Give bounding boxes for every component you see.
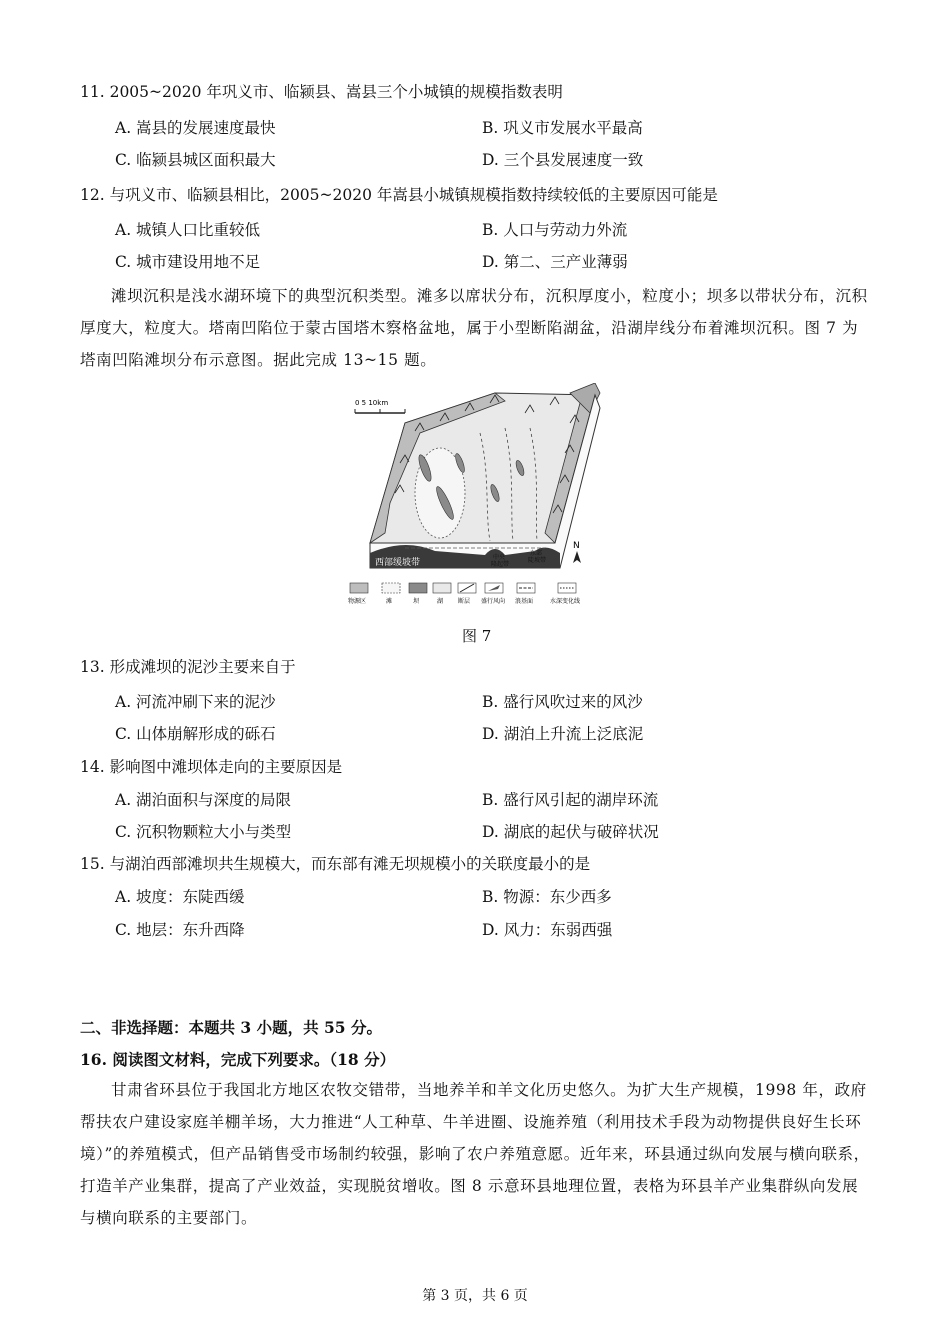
north-arrow (573, 541, 581, 563)
legend-prevailing-wind: 盛行风向 (481, 598, 506, 605)
q13-option-b: B. 盛行风吹过来的风沙 (482, 693, 643, 711)
q16-stem: 16. 阅读图文材料，完成下列要求。（18 分） (80, 1050, 396, 1069)
q14-option-d: D. 湖底的起伏与破碎状况 (482, 823, 659, 841)
scale-label: 0 5 10km (355, 399, 389, 407)
legend-source-area: 物源区 (348, 598, 367, 605)
q11-option-c: C. 临颍县城区面积最大 (115, 151, 276, 169)
q12-option-c: C. 城市建设用地不足 (115, 253, 261, 271)
q11-stem: 11. 2005~2020 年巩义市、临颍县、嵩县三个小城镇的规模指数表明 (80, 83, 563, 101)
legend-bar: 坝 (413, 598, 420, 605)
svg-text:N: N (573, 541, 580, 551)
q11-option-a: A. 嵩县的发展速度最快 (115, 119, 276, 137)
q14-option-b: B. 盛行风引起的湖岸环流 (482, 791, 659, 809)
west-gentle-slope-label: 西部缓坡带 (375, 558, 421, 568)
legend-wave-base: 浪基面 (515, 598, 534, 605)
q15-option-b: B. 物源：东少西多 (482, 888, 612, 906)
q15-stem: 15. 与湖泊西部滩坝共生规模大，而东部有滩无坝规模小的关联度最小的是 (80, 855, 591, 873)
q14-stem: 14. 影响图中滩坝体走向的主要原因是 (80, 758, 343, 776)
q11-option-d: D. 三个县发展速度一致 (482, 151, 644, 169)
legend (348, 583, 580, 605)
q14-option-a: A. 湖泊面积与深度的局限 (115, 791, 292, 809)
q13-option-c: C. 山体崩解形成的砾石 (115, 725, 276, 743)
q15-option-c: C. 地层：东升西降 (115, 921, 245, 939)
section-2-heading: 二、非选择题：本题共 3 小题，共 55 分。 (80, 1018, 382, 1037)
legend-lake: 湖 (437, 598, 444, 605)
legend-fault: 断层 (458, 598, 471, 605)
q11-option-b: B. 巩义市发展水平最高 (482, 119, 643, 137)
east-steep-slope-label: 东部 (530, 550, 543, 557)
svg-text:陡坡带: 陡坡带 (528, 557, 547, 564)
svg-text:隆起带: 隆起带 (491, 561, 510, 568)
central-uplift-label: 中央 (493, 554, 506, 561)
q12-option-d: D. 第二、三产业薄弱 (482, 253, 628, 271)
q12-option-a: A. 城镇人口比重较低 (115, 221, 261, 239)
q16-passage: 甘肃省环县位于我国北方地区农牧交错带，当地养羊和羊文化历史悠久。为扩大生产规模，1998 年，政府帮扶农户建设家庭羊棚羊场，大力推进“人工种草、牛羊进圈、设施养殖（利用技术手段为动物提供良好生长环境）”的养殖模式，但产品销售受市场制约较强，影响了农户养殖意愿。近年来，环县通过纵向发展与横向联系，打造羊产业集群，提高了产业效益，实现脱贫增收。图 8 示意环县地理位置，表格为环县羊产业集群纵向发展与横向联系的主要部门。 (80, 1081, 870, 1227)
page-footer: 第 3 页，共 6 页 (422, 1288, 528, 1304)
q13-option-a: A. 河流冲刷下来的泥沙 (115, 693, 276, 711)
q15-option-a: A. 坡度：东陡西缓 (115, 888, 245, 906)
q15-option-d: D. 风力：东弱西强 (482, 921, 613, 939)
legend-depth-change-line: 水深变化线 (550, 598, 581, 605)
legend-beach: 滩 (386, 598, 393, 605)
q12-option-b: B. 人口与劳动力外流 (482, 221, 628, 239)
q12-stem: 12. 与巩义市、临颍县相比，2005~2020 年嵩县小城镇规模指数持续较低的主要原因可能是 (80, 186, 718, 204)
q14-option-c: C. 沉积物颗粒大小与类型 (115, 823, 292, 841)
figure-7-diagram (345, 383, 610, 615)
q13-option-d: D. 湖泊上升流上泛底泥 (482, 725, 644, 743)
q13-stem: 13. 形成滩坝的泥沙主要来自于 (80, 658, 296, 676)
passage-tanba: 滩坝沉积是浅水湖环境下的典型沉积类型。滩多以席状分布，沉积厚度小，粒度小；坝多以带状分布，沉积厚度大，粒度大。塔南凹陷位于蒙古国塔木察格盆地，属于小型断陷湖盆，沿湖岸线分布着滩坝沉积。图 7 为塔南凹陷滩坝分布示意图。据此完成 13~15 题。 (80, 287, 868, 369)
figure-7-caption: 图 7 (462, 627, 492, 645)
